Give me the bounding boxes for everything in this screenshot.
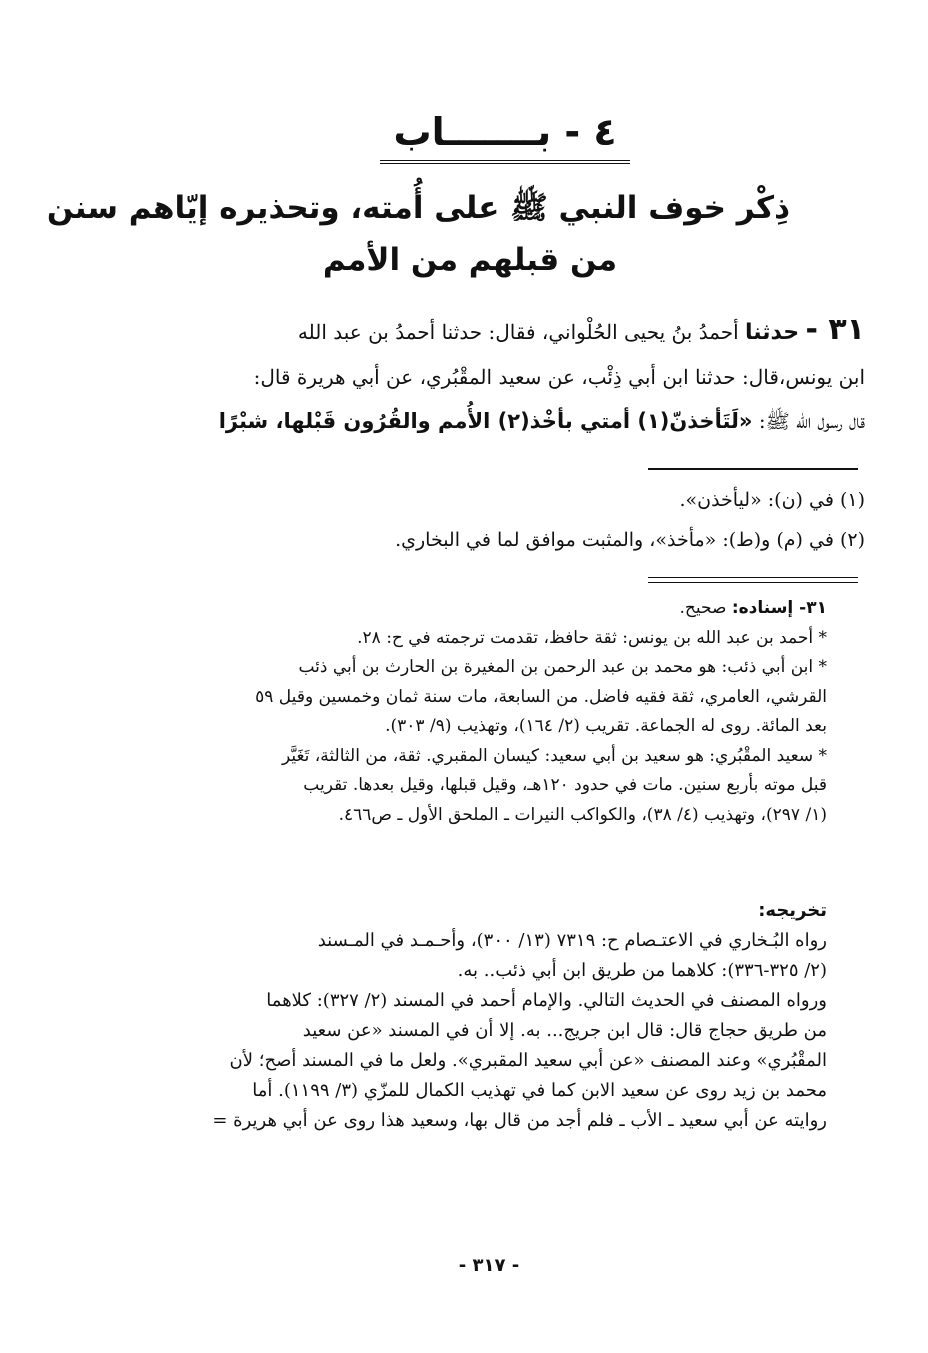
- footnote-divider: [648, 468, 858, 470]
- hadith-opening: حدثنا: [745, 320, 800, 345]
- takhrij-section: [155, 896, 827, 1136]
- hadith-matn: «لَتَأخذنّ(١) أمتي بأخْذ(٢) الأُمم والقُرُون قَبْلها، شبْرًا: [218, 409, 753, 433]
- chapter-heading: ٤ - بـــــــاب: [380, 108, 630, 164]
- hadith-text: [160, 308, 865, 443]
- isnad-line: * سعيد المقْبُري: هو سعيد بن أبي سعيد: كيسان المقبري. ثقة، من الثالثة، تَغَيَّر: [281, 745, 827, 766]
- isnad-commentary: [155, 594, 827, 830]
- isnad-grade: صحيح.: [679, 598, 727, 618]
- isnad-line: قبل موته بأربع سنين. مات في حدود ١٢٠هـ، وقيل قبلها، وقيل بعدها. تقريب: [303, 775, 827, 795]
- takhrij-line: رواه البُـخاري في الاعتـصام ح: ٧٣١٩ (١٣/ ٣٠٠)، وأحـمـد في المـسند: [317, 930, 827, 951]
- isnad-line: القرشي، العامري، ثقة فقيه فاضل. من السابعة، مات سنة ثمان وخمسين وقيل ٥٩: [255, 686, 827, 707]
- chapter-title-line-2: من قبلهم من الأمم: [322, 242, 618, 278]
- takhrij-line: ورواه المصنف في الحديث التالي. والإمام أحمد في المسند (٢/ ٣٢٧): كلاهما: [266, 990, 827, 1011]
- page-number: - ٣١٧ -: [458, 1255, 520, 1276]
- footnotes: [300, 480, 865, 560]
- chapter-title-line-1: ذِكْر خوف النبي ﷺ على أُمته، وتحذيره إيّاهم سنن: [46, 190, 790, 226]
- hadith-number: ٣١ -: [805, 312, 865, 347]
- footnote-2: (٢) في (م) و(ط): «مأخذ»، والمثبت موافق لما في البخاري.: [395, 529, 865, 551]
- takhrij-line: من طريق حجاج قال: قال ابن جريج... به. إلا أن في المسند «عن سعيد: [302, 1020, 827, 1041]
- chapter-title: [46, 182, 790, 286]
- hadith-line-1-text: أحمدُ بنُ يحيى الحُلْواني، فقال: حدثنا أحمدُ بن عبد الله: [297, 320, 739, 344]
- takhrij-line: روايته عن أبي سعيد ـ الأب ـ فلم أجد من قال بها، وسعيد هذا روى عن أبي هريرة =: [212, 1110, 827, 1131]
- takhrij-heading: تخريجه:: [758, 900, 827, 921]
- takhrij-line: (٢/ ٣٢٥-٣٣٦): كلاهما من طريق ابن أبي ذئب.. به.: [457, 960, 827, 981]
- isnad-heading: ٣١- إسناده:: [731, 598, 827, 618]
- takhrij-line: المقْبُري» وعند المصنف «عن أبي سعيد المقبري». ولعل ما في المسند أصح؛ لأن: [229, 1050, 827, 1071]
- isnad-line: بعد المائة. روى له الجماعة. تقريب (٢/ ١٦٤)، وتهذيب (٩/ ٣٠٣).: [385, 716, 827, 736]
- isnad-heading-line: [155, 594, 827, 624]
- commentary-divider: [648, 577, 858, 583]
- isnad-line: * أحمد بن عبد الله بن يونس: ثقة حافظ، تقدمت ترجمته في ح: ٢٨.: [357, 627, 827, 648]
- footnote-1: (١) في (ن): «ليأخذن».: [679, 489, 865, 511]
- hadith-line-3: [160, 399, 865, 443]
- takhrij-line: محمد بن زيد روى عن سعيد الابن كما في تهذيب الكمال للمزّي (٣/ ١١٩٩). أما: [252, 1080, 827, 1101]
- isnad-line: * ابن أبي ذئب: هو محمد بن عبد الرحمن بن المغيرة بن الحارث بن أبي ذئب: [298, 657, 827, 677]
- isnad-line: (١/ ٢٩٧)، وتهذيب (٤/ ٣٨)، والكواكب النيرات ـ الملحق الأول ـ ص٤٦٦.: [338, 804, 827, 825]
- hadith-line-2: ابن يونس،قال: حدثنا ابن أبي ذِئْب، عن سعيد المقْبُري، عن أبي هريرة قال:: [253, 365, 865, 389]
- hadith-attribution: قال رسول الله ﷺ:: [758, 409, 865, 433]
- hadith-line-1: [160, 308, 865, 355]
